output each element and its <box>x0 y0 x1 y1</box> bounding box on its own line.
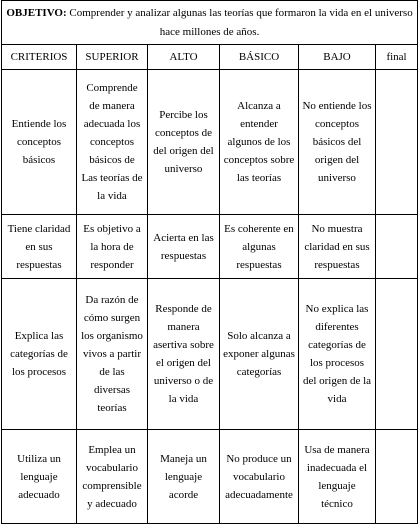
objective-cell <box>2 1 418 45</box>
table-row <box>2 430 418 524</box>
bajo-cell: No explica las diferentes categorías de los procesos del origen de la vida <box>299 279 376 430</box>
objective-text: Comprender y analizar algunas las teorías que formaron la vida en el universo hace millones de años. <box>66 6 413 38</box>
header-final: final <box>376 45 418 70</box>
bajo-cell: No muestra claridad en sus respuestas <box>299 215 376 279</box>
bajo-cell: Usa de manera inadecuada el lenguaje técnico <box>299 430 376 524</box>
objective-row <box>2 1 418 45</box>
criterio-cell: Explica las categorías de los procesos <box>2 279 77 430</box>
final-cell <box>376 279 418 430</box>
basico-cell: Alcanza a entender algunos de los conceptos sobre las teorías <box>220 70 299 215</box>
alto-cell: Acierta en las respuestas <box>148 215 220 279</box>
superior-cell: Es objetivo a la hora de responder <box>77 215 148 279</box>
basico-cell: No produce un vocabulario adecuadamente <box>220 430 299 524</box>
criterio-cell: Entiende los conceptos básicos <box>2 70 77 215</box>
superior-cell: Comprende de manera adecuada los conceptos básicos de Las teorías de la vida <box>77 70 148 215</box>
header-row <box>2 45 418 70</box>
header-superior: SUPERIOR <box>77 45 148 70</box>
final-cell <box>376 215 418 279</box>
header-criterios: CRITERIOS <box>2 45 77 70</box>
alto-cell: Percibe los conceptos de del origen del universo <box>148 70 220 215</box>
table-row <box>2 70 418 215</box>
superior-cell: Da razón de cómo surgen los organismo vivos a partir de las diversas teorías <box>77 279 148 430</box>
final-cell <box>376 430 418 524</box>
rubric-table <box>1 0 418 524</box>
table-row <box>2 215 418 279</box>
criterio-cell: Tiene claridad en sus respuestas <box>2 215 77 279</box>
table-row <box>2 279 418 430</box>
superior-cell: Emplea un vocabulario comprensible y adecuado <box>77 430 148 524</box>
header-alto: ALTO <box>148 45 220 70</box>
basico-cell: Solo alcanza a exponer algunas categorías <box>220 279 299 430</box>
final-cell <box>376 70 418 215</box>
bajo-cell: No entiende los conceptos básicos del origen del universo <box>299 70 376 215</box>
alto-cell: Maneja un lenguaje acorde <box>148 430 220 524</box>
alto-cell: Responde de manera asertiva sobre el origen del universo o de la vida <box>148 279 220 430</box>
criterio-cell: Utiliza un lenguaje adecuado <box>2 430 77 524</box>
header-bajo: BAJO <box>299 45 376 70</box>
objective-label: OBJETIVO: <box>6 6 67 19</box>
header-basico: BÁSICO <box>220 45 299 70</box>
basico-cell: Es coherente en algunas respuestas <box>220 215 299 279</box>
